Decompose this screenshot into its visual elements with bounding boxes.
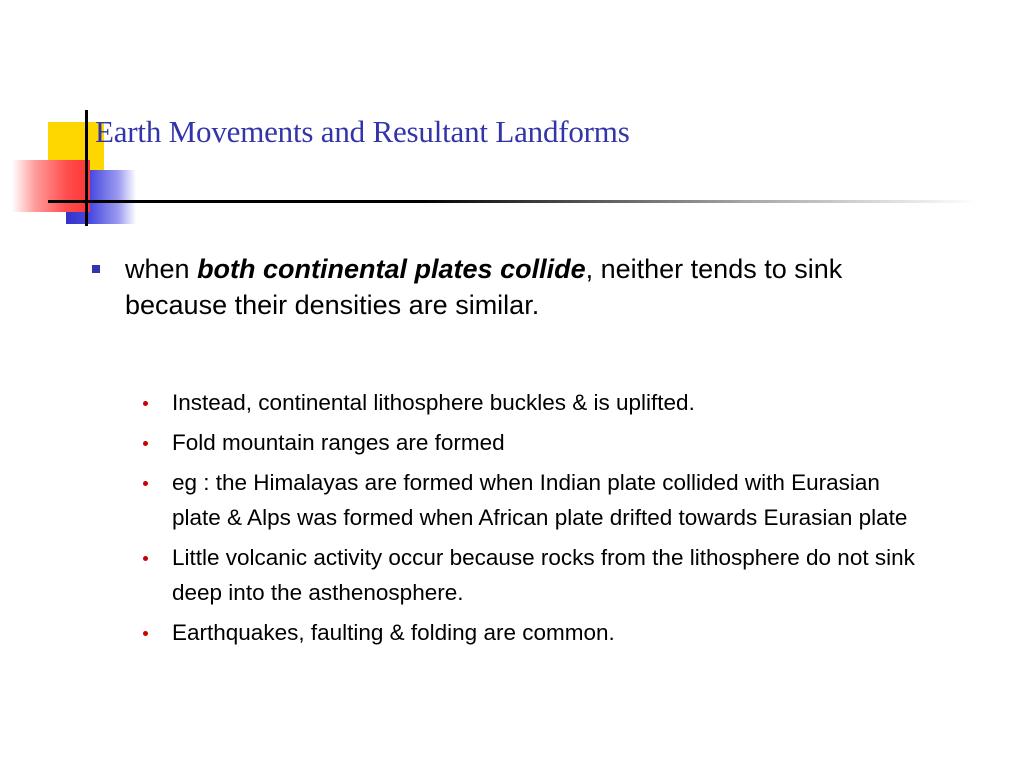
dot-bullet-icon [143, 441, 148, 446]
deco-red-square [12, 160, 90, 212]
sub-bullet-item [140, 615, 920, 650]
title-underline [48, 200, 978, 203]
sub-bullet-list [140, 385, 920, 655]
main-bullet-list [92, 251, 932, 323]
sub-bullet-item [140, 540, 920, 610]
sub-point-text: eg : the Himalayas are formed when Indian plate collided with Eurasian plate & Alps was formed when African plate drifted towards Eurasian plate [172, 470, 908, 530]
sub-bullet-item [140, 385, 920, 420]
sub-point-text: Little volcanic activity occur because rocks from the lithosphere do not sink deep into the asthenosphere. [172, 545, 915, 605]
dot-bullet-icon [143, 481, 148, 486]
square-bullet-icon [92, 265, 100, 273]
dot-bullet-icon [143, 631, 148, 636]
sub-bullet-item [140, 465, 920, 535]
dot-bullet-icon [143, 556, 148, 561]
main-point-prefix: when [125, 254, 198, 284]
deco-vertical-line [85, 110, 88, 226]
dot-bullet-icon [143, 401, 148, 406]
sub-point-text: Earthquakes, faulting & folding are common. [172, 620, 615, 645]
slide-title: Earth Movements and Resultant Landforms [95, 114, 630, 149]
sub-point-text: Fold mountain ranges are formed [172, 430, 505, 455]
sub-bullet-item [140, 425, 920, 460]
main-point-suffix: , neither tends to sink because their densities are similar. [125, 254, 843, 320]
main-point-emphasis: both continental plates collide [197, 254, 586, 284]
sub-point-text: Instead, continental lithosphere buckles & is uplifted. [172, 390, 695, 415]
main-bullet-item [92, 251, 932, 323]
